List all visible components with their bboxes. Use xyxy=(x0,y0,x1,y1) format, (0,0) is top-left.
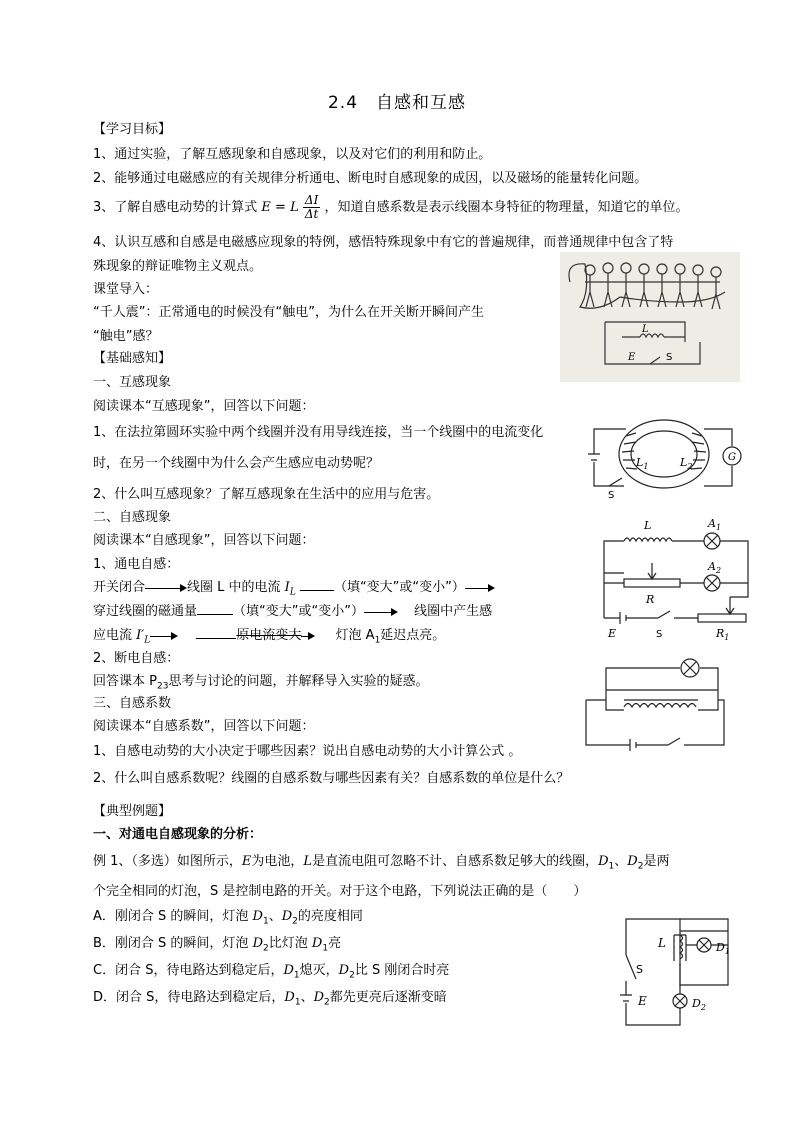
line2-a: 穿过线圈的磁通量 xyxy=(93,604,198,619)
svg-text:D1: $D_1$ xyxy=(716,941,730,956)
goal-3 xyxy=(93,193,689,223)
self-induction-line-1 xyxy=(93,578,495,602)
option-b[interactable]: B．刚闭合 S 的瞬间，灯泡 $D_2$比灯泡 $D_1$亮 xyxy=(93,936,342,954)
power-off-circuit-diagram xyxy=(580,652,730,754)
svg-text:L: L xyxy=(644,519,652,532)
arrow-icon xyxy=(145,583,187,593)
example-1-line-b: 个完全相同的灯泡，S 是控制电路的开关。对于这个电路，下列说法正确的是（ ） xyxy=(93,884,587,899)
blank-field[interactable] xyxy=(300,578,334,591)
line3-c: 灯泡 $A_1$ xyxy=(335,628,381,646)
thousand-people-shock-diagram xyxy=(560,252,740,382)
goal-3-post: ，知道自感系数是表示线圈本身特征的物理量，知道它的单位。 xyxy=(324,200,689,215)
blank-field[interactable] xyxy=(197,602,233,615)
formula-e: E xyxy=(261,200,271,215)
line1-c: （填“变大”或“变小”） xyxy=(333,580,465,595)
section-3-q2: 2、什么叫自感系数呢？线圈的自感系数与哪些因素有关？自感系数的单位是什么？ xyxy=(93,771,570,786)
section-3-read: 阅读课本“自感系数”，回答以下问题： xyxy=(93,719,315,734)
intro-line-b: “触电”感？ xyxy=(93,329,159,344)
svg-text:A1: $A_1$ xyxy=(708,517,722,532)
option-a[interactable]: A．刚闭合 S 的瞬间，灯泡 $D_1$、$D_2$的亮度相同 xyxy=(93,909,363,927)
formula-numerator: ΔI xyxy=(303,194,321,208)
goal-2: 2、能够通过电磁感应的有关规律分析通电、断电时自感现象的成因，以及磁场的能量转化问题。 xyxy=(93,171,648,186)
svg-text:L: L xyxy=(658,936,666,950)
self-induction-line-3 xyxy=(93,626,445,650)
goal-1: 1、通过实验，了解互感现象和自感现象，以及对它们的利用和防止。 xyxy=(93,147,492,162)
arrow-icon xyxy=(150,631,178,641)
figure-power-on-circuit xyxy=(598,513,756,643)
current-symbol: $I_L$ xyxy=(284,580,296,598)
break-self-induction: 回答课本 $P_{23}$思考与讨论的问题，并解释导入实验的疑惑。 xyxy=(93,674,429,692)
svg-text:A2: $A_2$ xyxy=(708,560,722,575)
section-3-heading: 三、自感系数 xyxy=(93,696,172,711)
svg-text:L: L xyxy=(642,324,649,335)
svg-text:E: E xyxy=(608,627,617,640)
section-2-read: 阅读课本“自感现象”，回答以下问题： xyxy=(93,533,315,548)
figure-faraday-ring xyxy=(584,404,754,500)
example-subheading: 一、对通电自感现象的分析： xyxy=(93,827,263,842)
svg-text:G: G xyxy=(728,452,736,463)
svg-text:R1: $R_1$ xyxy=(716,627,730,642)
svg-text:E: E xyxy=(628,352,636,363)
line1-b: 线圈 L 中的电流 xyxy=(187,580,281,595)
svg-text:S: S xyxy=(666,352,673,363)
section-2-sub2: 2、断电自感： xyxy=(93,651,180,666)
line1-a: 开关闭合 xyxy=(93,580,146,595)
arrow-icon xyxy=(364,607,398,617)
line2-c: 线圈中产生感 xyxy=(414,604,493,619)
faraday-ring-diagram xyxy=(584,404,754,500)
intro-line-a: “千人震”：正常通电的时候没有“触电”，为什么在开关断开瞬间产生 xyxy=(93,305,484,320)
formula-fraction xyxy=(303,194,321,221)
basic-heading: 【基础感知】 xyxy=(93,351,172,366)
line2-b: （填“变大”或“变小”） xyxy=(233,604,364,619)
goal-4a: 4、认识互感和自感是电磁感应现象的特例，感悟特殊现象中有它的普遍规律，而普通规律中包含了特 xyxy=(93,235,674,250)
formula-denominator: Δt xyxy=(304,207,319,221)
option-c[interactable]: C．闭合 S，待电路达到稳定后，$D_1$熄灭，$D_2$比 S 刚闭合时亮 xyxy=(93,963,450,981)
svg-text:L2: $L_2$ xyxy=(680,456,693,471)
svg-text:D2: $D_2$ xyxy=(692,997,706,1012)
page-title: 2.4 自感和互感 xyxy=(327,93,467,113)
goals-heading: 【学习目标】 xyxy=(93,122,172,137)
line3-d: 延迟点亮。 xyxy=(380,628,446,643)
svg-text:R: R xyxy=(646,593,655,606)
arrow-icon xyxy=(465,583,495,593)
svg-text:E: E xyxy=(638,994,647,1008)
section-1-read: 阅读课本“互感现象”，回答以下问题： xyxy=(93,399,315,414)
figure-thousand-people-shock xyxy=(560,252,740,382)
example-heading: 【典型例题】 xyxy=(93,804,172,819)
svg-text:L1: $L_1$ xyxy=(636,456,649,471)
intro-heading: 课堂导入： xyxy=(93,282,159,297)
svg-text:S: S xyxy=(636,963,643,976)
line3-a: 应电流 xyxy=(93,628,133,643)
section-2-sub1: 1、通电自感： xyxy=(93,557,180,572)
example-1-line-a: 例 1、（多选）如图所示，E为电池，L是直流电阻可忽略不计、自感系数足够大的线圈，$D_1$、$D_2$是两 xyxy=(93,854,670,872)
formula-l: L xyxy=(290,200,299,215)
section-1-q2: 2、什么叫互感现象？了解互感现象在生活中的应用与危害。 xyxy=(93,487,440,502)
section-3-q1: 1、自感电动势的大小决定于哪些因素？说出自感电动势的大小计算公式 。 xyxy=(93,744,522,759)
svg-text:S: S xyxy=(656,629,663,640)
section-1-q1a: 1、在法拉第圆环实验中两个线圈并没有用导线连接，当一个线圈中的电流变化 xyxy=(93,425,544,440)
section-1-q1b: 时，在另一个线圈中为什么会产生感应电动势呢？ xyxy=(93,456,380,471)
goal-4b: 殊现象的辩证唯物主义观点。 xyxy=(93,259,263,274)
goal-3-pre: 3、了解自感电动势的计算式 xyxy=(93,200,258,215)
svg-text:S: S xyxy=(608,490,615,500)
blank-field[interactable] xyxy=(196,626,236,639)
self-induction-line-2 xyxy=(93,602,492,621)
figure-example-circuit xyxy=(612,915,750,1033)
power-on-circuit-diagram xyxy=(598,513,756,643)
formula-eq: = xyxy=(270,200,291,215)
arrow-icon xyxy=(301,631,315,641)
section-2-heading: 二、自感现象 xyxy=(93,510,172,525)
example-circuit-diagram xyxy=(612,915,750,1033)
induced-current-symbol: $I'_L$ xyxy=(136,628,151,646)
section-1-heading: 一、互感现象 xyxy=(93,375,172,390)
figure-power-off-circuit xyxy=(580,652,730,754)
option-d[interactable]: D．闭合 S，待电路达到稳定后，$D_1$、$D_2$都先更亮后逐渐变暗 xyxy=(93,990,447,1008)
line3-b: 原电流变大 xyxy=(236,628,302,643)
